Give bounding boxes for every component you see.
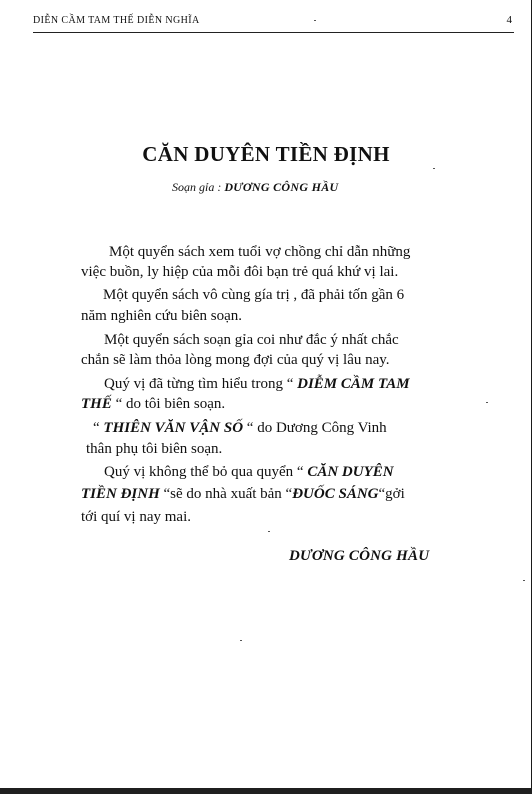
book-title: CĂN DUYÊN TIỀN ĐỊNH <box>142 142 390 166</box>
author-line <box>172 180 339 195</box>
body-text-segment: thân phụ tôi biên soạn. <box>86 441 223 457</box>
body-line <box>81 307 242 325</box>
body-line <box>93 419 387 437</box>
scan-speck <box>486 402 488 403</box>
body-text-segment: “ do Dương Công Vinh <box>243 420 387 436</box>
emphasized-text: ĐUỐC SÁNG <box>292 486 379 502</box>
body-line <box>104 463 394 481</box>
body-text-segment: Quý vị không thể bỏ qua quyển “ <box>104 464 308 480</box>
body-line <box>81 351 390 369</box>
body-text-segment: năm nghiên cứu biên soạn. <box>81 308 243 324</box>
body-text-segment: “sẽ do nhà xuất bản “ <box>159 486 293 502</box>
bottom-edge-bar <box>0 788 532 794</box>
scan-speck <box>268 531 270 532</box>
body-line <box>103 286 404 304</box>
body-text-segment: Một quyển sách soạn gỉa coi như đắc ý nhất chắc <box>104 332 399 348</box>
body-text-segment: “ <box>93 420 104 436</box>
body-line <box>81 485 405 503</box>
scan-speck <box>433 168 435 169</box>
emphasized-text: CĂN DUYÊN <box>307 464 394 480</box>
emphasized-text: TIỀN ĐỊNH <box>81 486 160 502</box>
author-name: DƯƠNG CÔNG HẦU <box>224 180 339 194</box>
body-text-segment: việc buồn, ly hiệp của mỗi đôi bạn trẻ quá khứ vị lai. <box>81 264 399 280</box>
body-text-segment: Quý vị đã từng tìm hiểu trong “ <box>104 376 298 392</box>
signature: DƯƠNG CÔNG HẦU <box>289 548 430 564</box>
body-line <box>81 508 191 526</box>
page-number: 4 <box>506 14 512 26</box>
author-prefix: Soạn gỉa : <box>172 180 225 194</box>
body-line <box>104 331 399 349</box>
emphasized-text: THẾ <box>81 396 112 412</box>
scan-speck <box>314 20 316 21</box>
body-text-segment: “gởi <box>378 486 405 502</box>
running-header <box>33 10 514 33</box>
scan-speck <box>523 580 525 581</box>
running-title: DIỄN CẦM TAM THẾ DIỄN NGHĨA <box>33 15 200 26</box>
scan-speck <box>240 640 242 641</box>
body-line <box>109 243 410 261</box>
body-text-segment: Một quyển sách vô cùng gía trị , đã phải tốn gần 6 <box>103 287 405 303</box>
body-text-segment: chắn sẽ làm thỏa lòng mong đợi của quý vị lâu nay. <box>81 352 390 368</box>
emphasized-text: THIÊN VĂN VẬN SỐ <box>103 420 244 436</box>
body-line <box>104 375 410 393</box>
body-line <box>86 440 222 458</box>
body-text-segment: “ do tôi biên soạn. <box>111 396 226 412</box>
body-text-segment: Một quyển sách xem tuổi vợ chồng chỉ dẫn những <box>109 244 411 260</box>
body-text-segment: tới quí vị nay mai. <box>81 509 192 525</box>
body-line <box>81 263 398 281</box>
body-line <box>81 395 225 413</box>
emphasized-text: DIỄM CẦM TAM <box>297 376 410 392</box>
